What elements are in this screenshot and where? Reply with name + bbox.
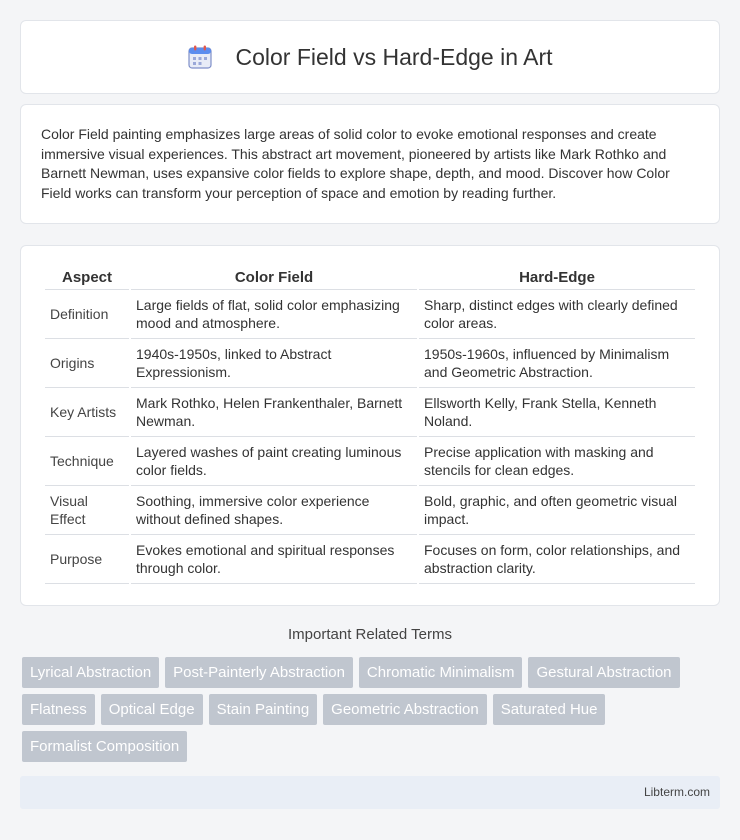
table-row [45, 535, 695, 584]
related-term-tag[interactable]: Flatness [22, 694, 95, 725]
row-aspect: Visual Effect [45, 486, 129, 535]
table-row [45, 486, 695, 535]
related-terms-list [22, 657, 722, 768]
related-term-tag[interactable]: Chromatic Minimalism [359, 657, 523, 688]
page-title: Color Field vs Hard-Edge in Art [235, 43, 553, 70]
row-color-field: 1940s-1950s, linked to Abstract Expressionism. [131, 339, 417, 388]
comparison-card [20, 245, 720, 606]
table-row [45, 388, 695, 437]
table-row [45, 339, 695, 388]
related-term-tag[interactable]: Stain Painting [209, 694, 318, 725]
comparison-table [43, 266, 697, 584]
row-aspect: Technique [45, 437, 129, 486]
related-term-tag[interactable]: Optical Edge [101, 694, 203, 725]
row-color-field: Large fields of flat, solid color emphasizing mood and atmosphere. [131, 290, 417, 339]
row-hard-edge: Bold, graphic, and often geometric visual impact. [419, 486, 695, 535]
calendar-icon [187, 44, 213, 70]
row-hard-edge: Precise application with masking and stencils for clean edges. [419, 437, 695, 486]
table-row [45, 290, 695, 339]
footer [20, 776, 720, 809]
related-term-tag[interactable]: Saturated Hue [493, 694, 606, 725]
header-hard-edge: Hard-Edge [419, 266, 695, 290]
row-aspect: Origins [45, 339, 129, 388]
header-color-field: Color Field [131, 266, 417, 290]
intro-card [20, 104, 720, 224]
related-term-tag[interactable]: Geometric Abstraction [323, 694, 487, 725]
related-terms-heading: Important Related Terms [288, 626, 452, 643]
row-hard-edge: Ellsworth Kelly, Frank Stella, Kenneth Noland. [419, 388, 695, 437]
table-header-row [45, 266, 695, 290]
header-aspect: Aspect [45, 266, 129, 290]
table-row [45, 437, 695, 486]
intro-text: Color Field painting emphasizes large areas of solid color to evoke emotional responses and create immersive visual experiences. This abstract art movement, pioneered by artists like Mark Rothko and Barnett Newman, uses expansive color fields to explore shape, depth, and mood. Discover how Color Field works can transform your perception of space and emotion by reading further. [41, 126, 670, 201]
related-term-tag[interactable]: Lyrical Abstraction [22, 657, 159, 688]
row-hard-edge: Sharp, distinct edges with clearly defined color areas. [419, 290, 695, 339]
related-term-tag[interactable]: Formalist Composition [22, 731, 187, 762]
row-aspect: Definition [45, 290, 129, 339]
row-hard-edge: 1950s-1960s, influenced by Minimalism and Geometric Abstraction. [419, 339, 695, 388]
related-term-tag[interactable]: Post-Painterly Abstraction [165, 657, 353, 688]
row-aspect: Key Artists [45, 388, 129, 437]
row-color-field: Evokes emotional and spiritual responses through color. [131, 535, 417, 584]
related-term-tag[interactable]: Gestural Abstraction [528, 657, 679, 688]
header-card [20, 20, 720, 94]
footer-site-link[interactable]: Libterm.com [643, 785, 710, 799]
row-hard-edge: Focuses on form, color relationships, and abstraction clarity. [419, 535, 695, 584]
row-color-field: Layered washes of paint creating luminous color fields. [131, 437, 417, 486]
row-aspect: Purpose [45, 535, 129, 584]
row-color-field: Soothing, immersive color experience without defined shapes. [131, 486, 417, 535]
row-color-field: Mark Rothko, Helen Frankenthaler, Barnett Newman. [131, 388, 417, 437]
